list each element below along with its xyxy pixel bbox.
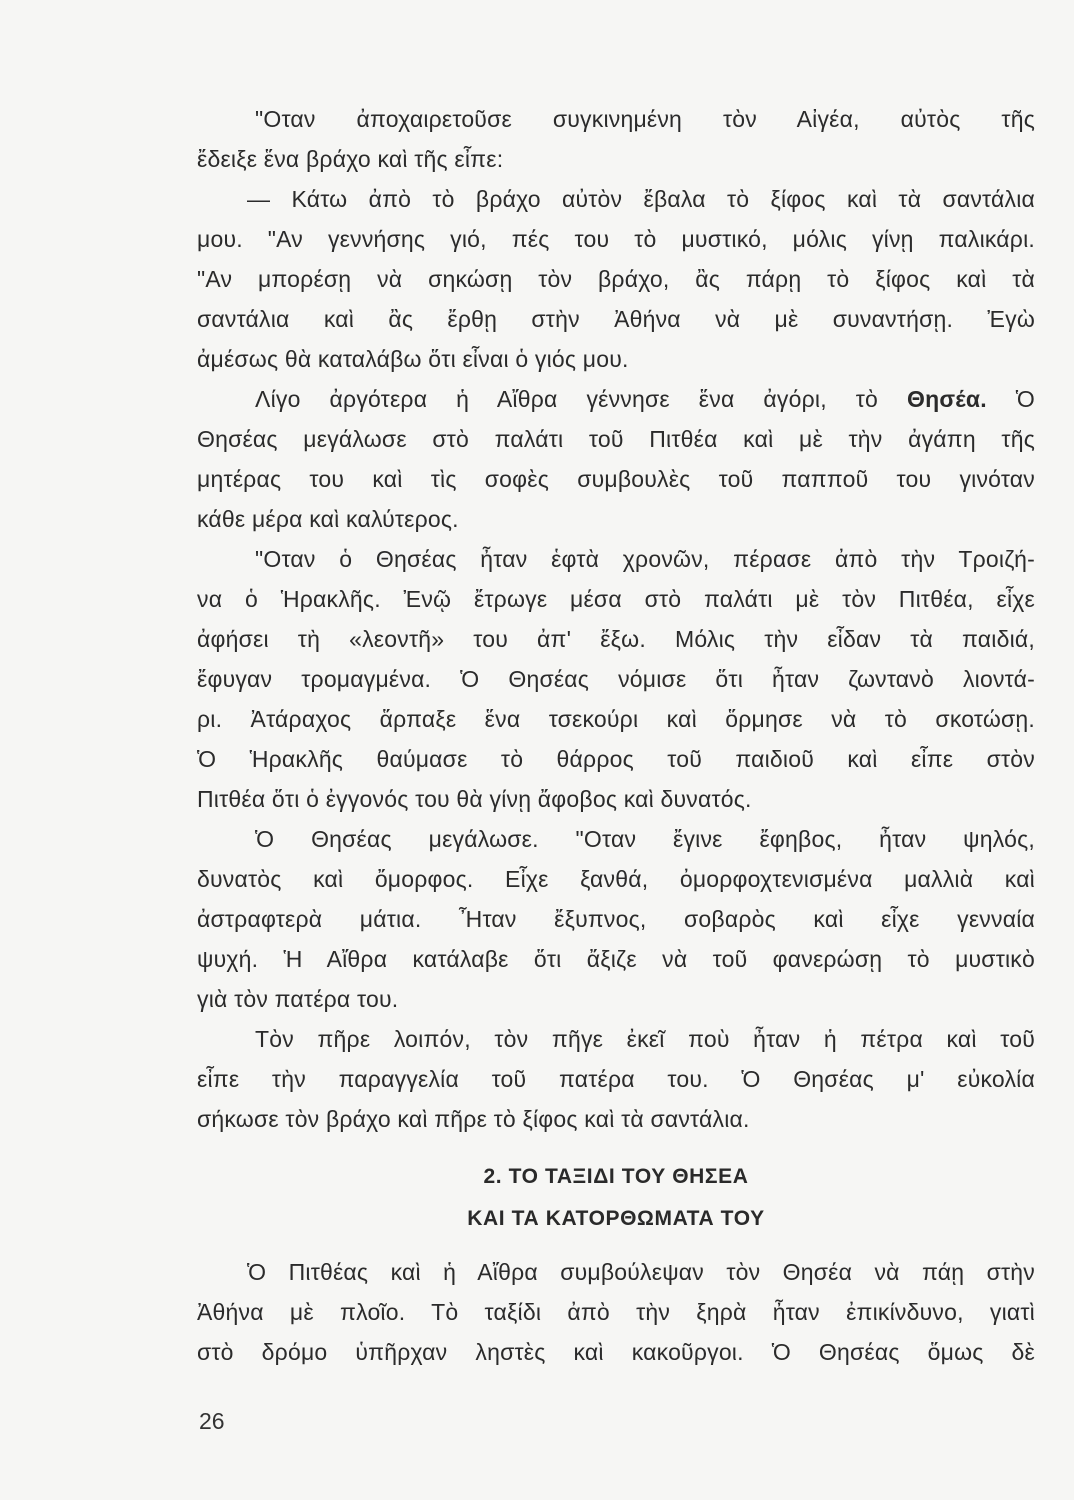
text-segment: Ὁ [1015,386,1035,412]
text-line: Ὁ Θησέας μεγάλωσε. "Οταν ἔγινε ἔφηβος, ἦταν ψηλός, [255,826,1035,852]
text-block-main [197,99,1035,1139]
text-line: δυνατὸς καὶ ὄμορφος. Εἶχε ξανθά, ὀμορφοχτενισμένα μαλλιὰ καὶ [197,866,1035,892]
text-line: "Οταν ὁ Θησέας ἦταν ἑφτὰ χρονῶν, πέρασε ἀπὸ τὴν Τροιζή- [255,546,1035,572]
text-line: Τὸν πῆρε λοιπόν, τὸν πῆγε ἐκεῖ ποὺ ἦταν ἡ πέτρα καὶ τοῦ [255,1026,1035,1052]
text-line: μου. "Αν γεννήσης γιό, πές του τὸ μυστικό, μόλις γίνῃ παλικάρι. [197,226,1035,252]
text-line: "Αν μπορέσῃ νὰ σηκώσῃ τὸν βράχο, ἂς πάρῃ τὸ ξίφος καὶ τὰ [197,266,1035,292]
text-line: ἀστραφτερὰ μάτια. Ἦταν ἔξυπνος, σοβαρὸς καὶ εἶχε γενναία [197,906,1035,932]
text-line-with-bold [197,379,1035,419]
text-line: Πιτθέα ὅτι ὁ ἐγγονός του θὰ γίνῃ ἄφοβος καὶ δυνατός. [197,786,752,812]
text-line: Ἀθήνα μὲ πλοῖο. Τὸ ταξίδι ἀπὸ τὴν ξηρὰ ἦταν ἐπικίνδυνο, γιατὶ [197,1299,1035,1325]
text-line: ρι. Ἀτάραχος ἅρπαξε ἕνα τσεκούρι καὶ ὅρμησε νὰ τὸ σκοτώσῃ. [197,706,1035,732]
text-line: ἀμέσως θὰ καταλάβω ὅτι εἶναι ὁ γιός μου. [197,346,629,372]
text-line: "Οταν ἀποχαιρετοῦσε συγκινημένη τὸν Αἰγέα, αὐτὸς τῆς [255,106,1035,132]
text-line: ἔδειξε ἕνα βράχο καὶ τῆς εἶπε: [197,146,504,172]
text-block-section-2 [197,1252,1035,1372]
text-line: Ὁ Ἡρακλῆς θαύμασε τὸ θάρρος τοῦ παιδιοῦ καὶ εἶπε στὸν [197,746,1035,772]
text-line: σήκωσε τὸν βράχο καὶ πῆρε τὸ ξίφος καὶ τὰ σαντάλια. [197,1106,750,1132]
page-number: 26 [199,1408,225,1434]
text-line: Θησέας μεγάλωσε στὸ παλάτι τοῦ Πιτθέα καὶ μὲ τὴν ἀγάπη τῆς [197,426,1035,452]
text-line: μητέρας του καὶ τὶς σοφὲς συμβουλὲς τοῦ παπποῦ του γινόταν [197,466,1035,492]
bold-name: Θησέα. [907,386,987,412]
section-heading-line-2: ΚΑΙ ΤΑ ΚΑΤΟΡΘΩΜΑΤΑ ΤΟΥ [467,1207,765,1230]
text-line: σαντάλια καὶ ἂς ἔρθῃ στὴν Ἀθήνα νὰ μὲ συναντήσῃ. Ἐγὼ [197,306,1035,332]
text-line: ἔφυγαν τρομαγμένα. Ὁ Θησέας νόμισε ὅτι ἦταν ζωντανὸ λιοντά- [197,666,1035,692]
text-line: γιὰ τὸν πατέρα του. [197,986,399,1012]
text-line: ἀφήσει τὴ «λεοντῆ» του ἀπ' ἔξω. Μόλις τὴν εἶδαν τὰ παιδιά, [197,626,1035,652]
text-line: εἶπε τὴν παραγγελία τοῦ πατέρα του. Ὁ Θησέας μ' εὐκολία [197,1066,1035,1092]
section-heading-line-1: 2. ΤΟ ΤΑΞΙΔΙ ΤΟΥ ΘΗΣΕΑ [483,1165,749,1188]
text-line: στὸ δρόμο ὑπῆρχαν ληστὲς καὶ κακοῦργοι. Ὁ Θησέας ὅμως δὲ [197,1339,1035,1365]
text-line: κάθε μέρα καὶ καλύτερος. [197,506,459,532]
text-line: ψυχή. Ἡ Αἴθρα κατάλαβε ὅτι ἄξιζε νὰ τοῦ φανερώσῃ τὸ μυστικὸ [197,946,1035,972]
text-segment: Λίγο ἀργότερα ἡ Αἴθρα γέννησε ἕνα ἀγόρι, τὸ [255,386,879,412]
text-line: να ὁ Ἡρακλῆς. Ἐνῷ ἔτρωγε μέσα στὸ παλάτι μὲ τὸν Πιτθέα, εἶχε [197,586,1035,612]
text-line: Ὁ Πιτθέας καὶ ἡ Αἴθρα συμβούλεψαν τὸν Θησέα νὰ πάῃ στὴν [247,1259,1035,1285]
text-line: — Κάτω ἀπὸ τὸ βράχο αὐτὸν ἔβαλα τὸ ξίφος καὶ τὰ σαντάλια [247,186,1035,212]
